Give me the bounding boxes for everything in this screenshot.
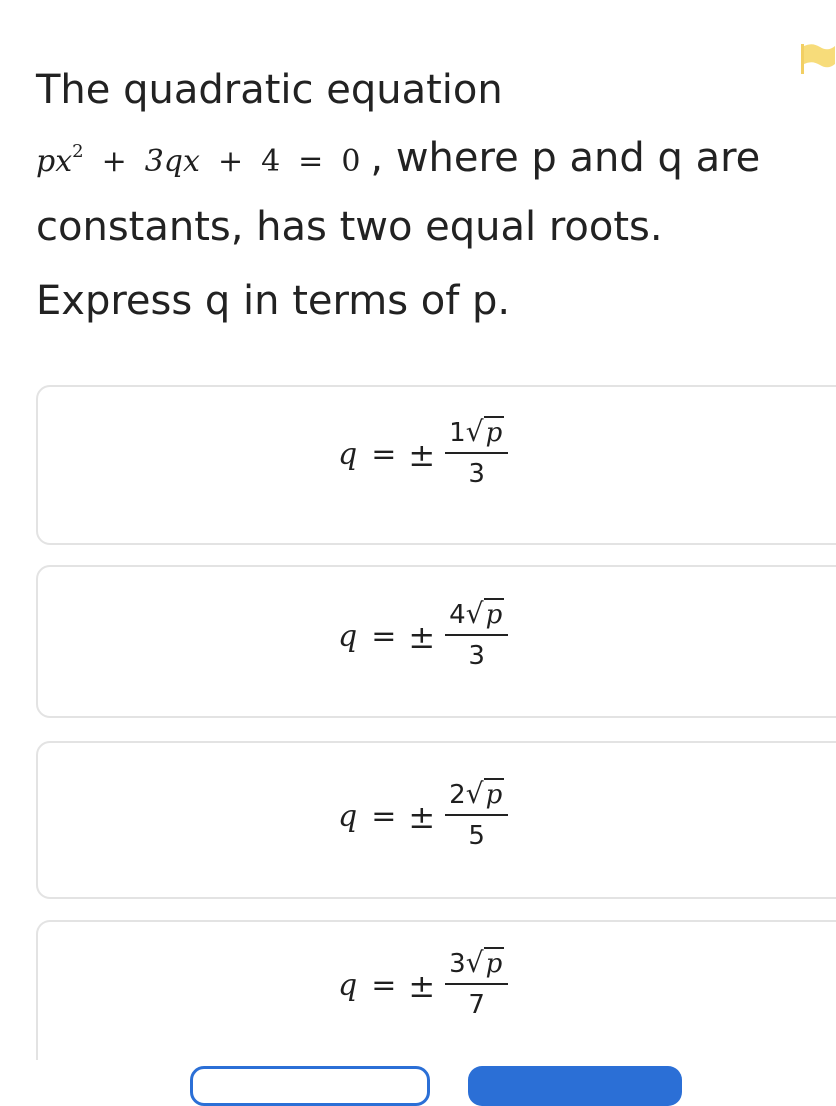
- formula-equals: =: [371, 619, 397, 654]
- equation-rhs: 0: [341, 144, 361, 179]
- numerator-coefficient: 2: [449, 780, 466, 810]
- fraction-denominator: 7: [468, 990, 485, 1020]
- question-line-3: constants, has two equal roots.: [36, 204, 663, 250]
- radicand: p: [485, 600, 503, 630]
- question-line-2: [36, 128, 760, 192]
- equation-term-3: 4: [261, 144, 281, 179]
- formula-fraction: [445, 415, 508, 494]
- formula-plus-minus: ±: [408, 435, 436, 474]
- option-formula: [338, 777, 508, 856]
- question-prompt: Express q in terms of p.: [36, 278, 511, 324]
- formula-lhs: q: [338, 437, 358, 472]
- answer-option-c[interactable]: [36, 741, 836, 899]
- fraction-denominator: 3: [468, 641, 485, 671]
- equation-equals: =: [298, 144, 324, 179]
- question-line-2-suffix: , where p and q are: [370, 135, 761, 181]
- sqrt-symbol: √: [465, 946, 484, 979]
- fraction-numerator: [445, 777, 508, 816]
- secondary-button[interactable]: [190, 1066, 430, 1106]
- option-formula: [338, 415, 508, 494]
- option-formula: [338, 946, 508, 1025]
- sqrt-symbol: √: [465, 777, 484, 810]
- answer-option-d[interactable]: [36, 920, 836, 1060]
- equation-term-1: px: [36, 144, 73, 179]
- formula-plus-minus: ±: [408, 797, 436, 836]
- formula-plus-minus: ±: [408, 966, 436, 1005]
- formula-plus-minus: ±: [408, 617, 436, 656]
- formula-fraction: [445, 946, 508, 1025]
- fraction-numerator: [445, 597, 508, 636]
- primary-button[interactable]: [468, 1066, 682, 1106]
- formula-equals: =: [371, 799, 397, 834]
- answer-option-a[interactable]: [36, 385, 836, 545]
- formula-fraction: [445, 777, 508, 856]
- formula-lhs: q: [338, 619, 358, 654]
- equation-plus-2: +: [217, 144, 244, 179]
- radicand: p: [485, 418, 503, 448]
- answer-option-b[interactable]: [36, 565, 836, 718]
- question-line-1: The quadratic equation: [36, 67, 503, 113]
- formula-equals: =: [371, 437, 397, 472]
- formula-fraction: [445, 597, 508, 676]
- fraction-numerator: [445, 415, 508, 454]
- numerator-coefficient: 4: [449, 600, 466, 630]
- fraction-denominator: 3: [468, 459, 485, 489]
- numerator-coefficient: 3: [449, 949, 466, 979]
- fraction-numerator: [445, 946, 508, 985]
- equation-plus-1: +: [101, 144, 127, 179]
- radicand: p: [485, 949, 503, 979]
- fraction-denominator: 5: [468, 821, 485, 851]
- equation-term-2: 3qx: [144, 144, 200, 179]
- sqrt-symbol: √: [465, 597, 484, 630]
- radicand: p: [485, 780, 503, 810]
- option-formula: [338, 597, 508, 676]
- flag-icon[interactable]: [800, 42, 836, 74]
- sqrt-symbol: √: [465, 415, 484, 448]
- equation-exponent: 2: [72, 141, 84, 162]
- numerator-coefficient: 1: [449, 418, 466, 448]
- formula-lhs: q: [338, 799, 358, 834]
- formula-equals: =: [371, 968, 397, 1003]
- formula-lhs: q: [338, 968, 358, 1003]
- quadratic-equation: [36, 132, 360, 192]
